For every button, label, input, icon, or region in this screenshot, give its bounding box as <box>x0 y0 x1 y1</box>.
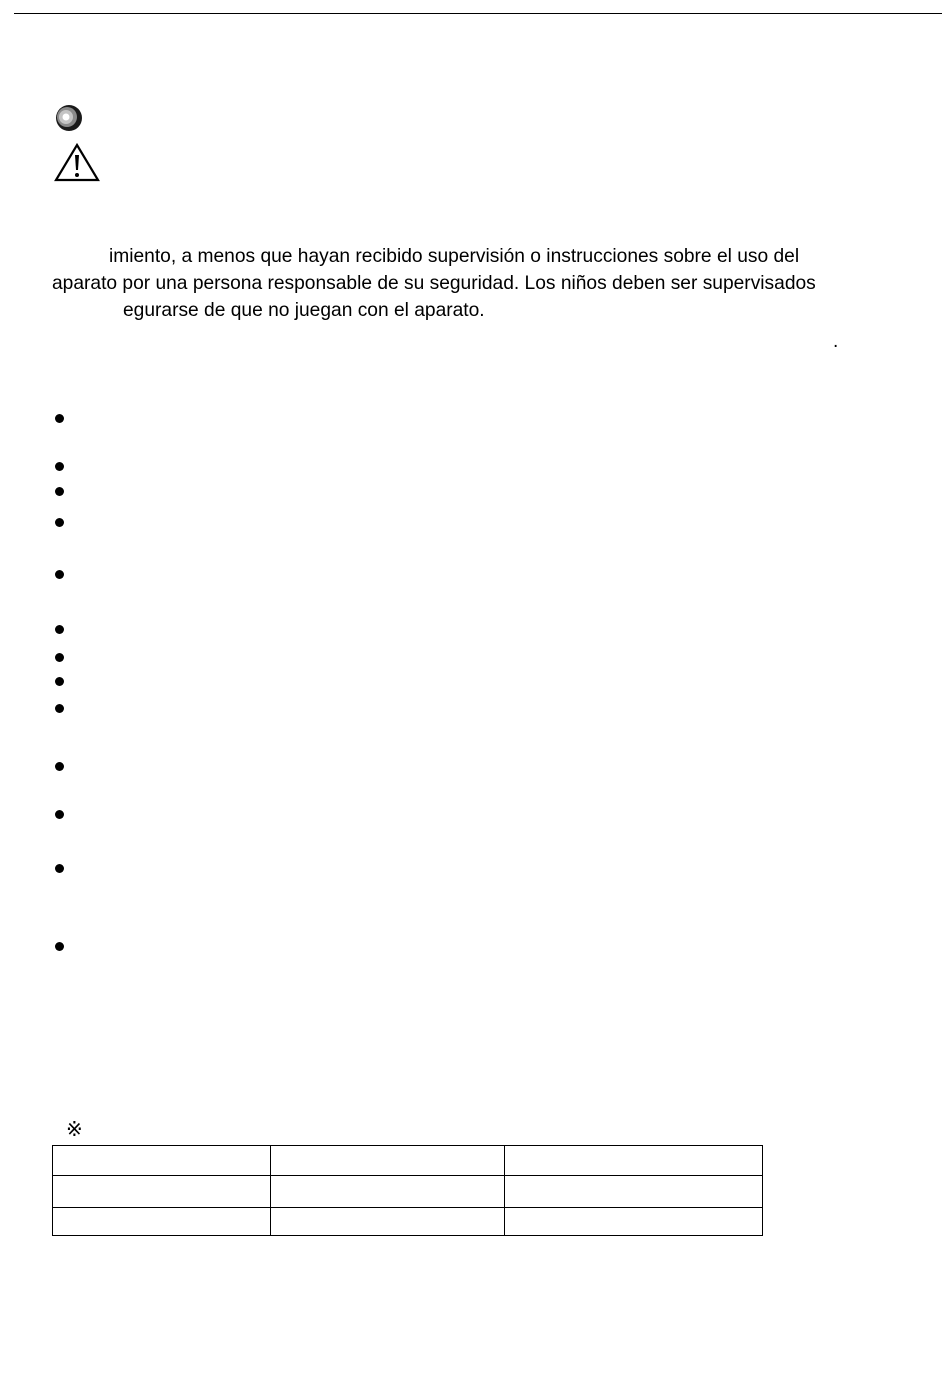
bullet-item <box>55 942 64 951</box>
table-row <box>53 1146 763 1176</box>
bullet-item <box>55 704 64 713</box>
trailing-period: . <box>833 331 839 352</box>
table-cell <box>53 1176 271 1208</box>
bullet-item <box>55 518 64 527</box>
table-row <box>53 1208 763 1236</box>
table-row <box>53 1176 763 1208</box>
bullet-item <box>55 762 64 771</box>
warning-text-line-2: aparato por una persona responsable de su seguridad. Los niños deben ser supervisados <box>52 273 816 294</box>
bullet-item <box>55 810 64 819</box>
table-cell <box>505 1208 763 1236</box>
table-cell <box>53 1146 271 1176</box>
table-cell <box>271 1146 505 1176</box>
bullet-item <box>55 570 64 579</box>
bullet-item <box>55 414 64 423</box>
table-cell <box>53 1208 271 1236</box>
disc-icon <box>55 104 83 132</box>
warning-triangle-icon <box>54 142 100 182</box>
table-cell <box>271 1208 505 1236</box>
table-cell <box>505 1176 763 1208</box>
bullet-item <box>55 677 64 686</box>
warning-text-line-1: imiento, a menos que hayan recibido supervisión o instrucciones sobre el uso del <box>109 246 800 267</box>
bullet-item <box>55 487 64 496</box>
bullet-item <box>55 462 64 471</box>
bullet-item <box>55 864 64 873</box>
header-rule <box>14 13 942 14</box>
bullet-item <box>55 625 64 634</box>
bullet-item <box>55 653 64 662</box>
table-cell <box>505 1146 763 1176</box>
table-cell <box>271 1176 505 1208</box>
spec-table <box>52 1145 763 1236</box>
reference-mark-icon: ※ <box>66 1117 83 1141</box>
warning-text-line-3: egurarse de que no juegan con el aparato. <box>123 300 485 321</box>
